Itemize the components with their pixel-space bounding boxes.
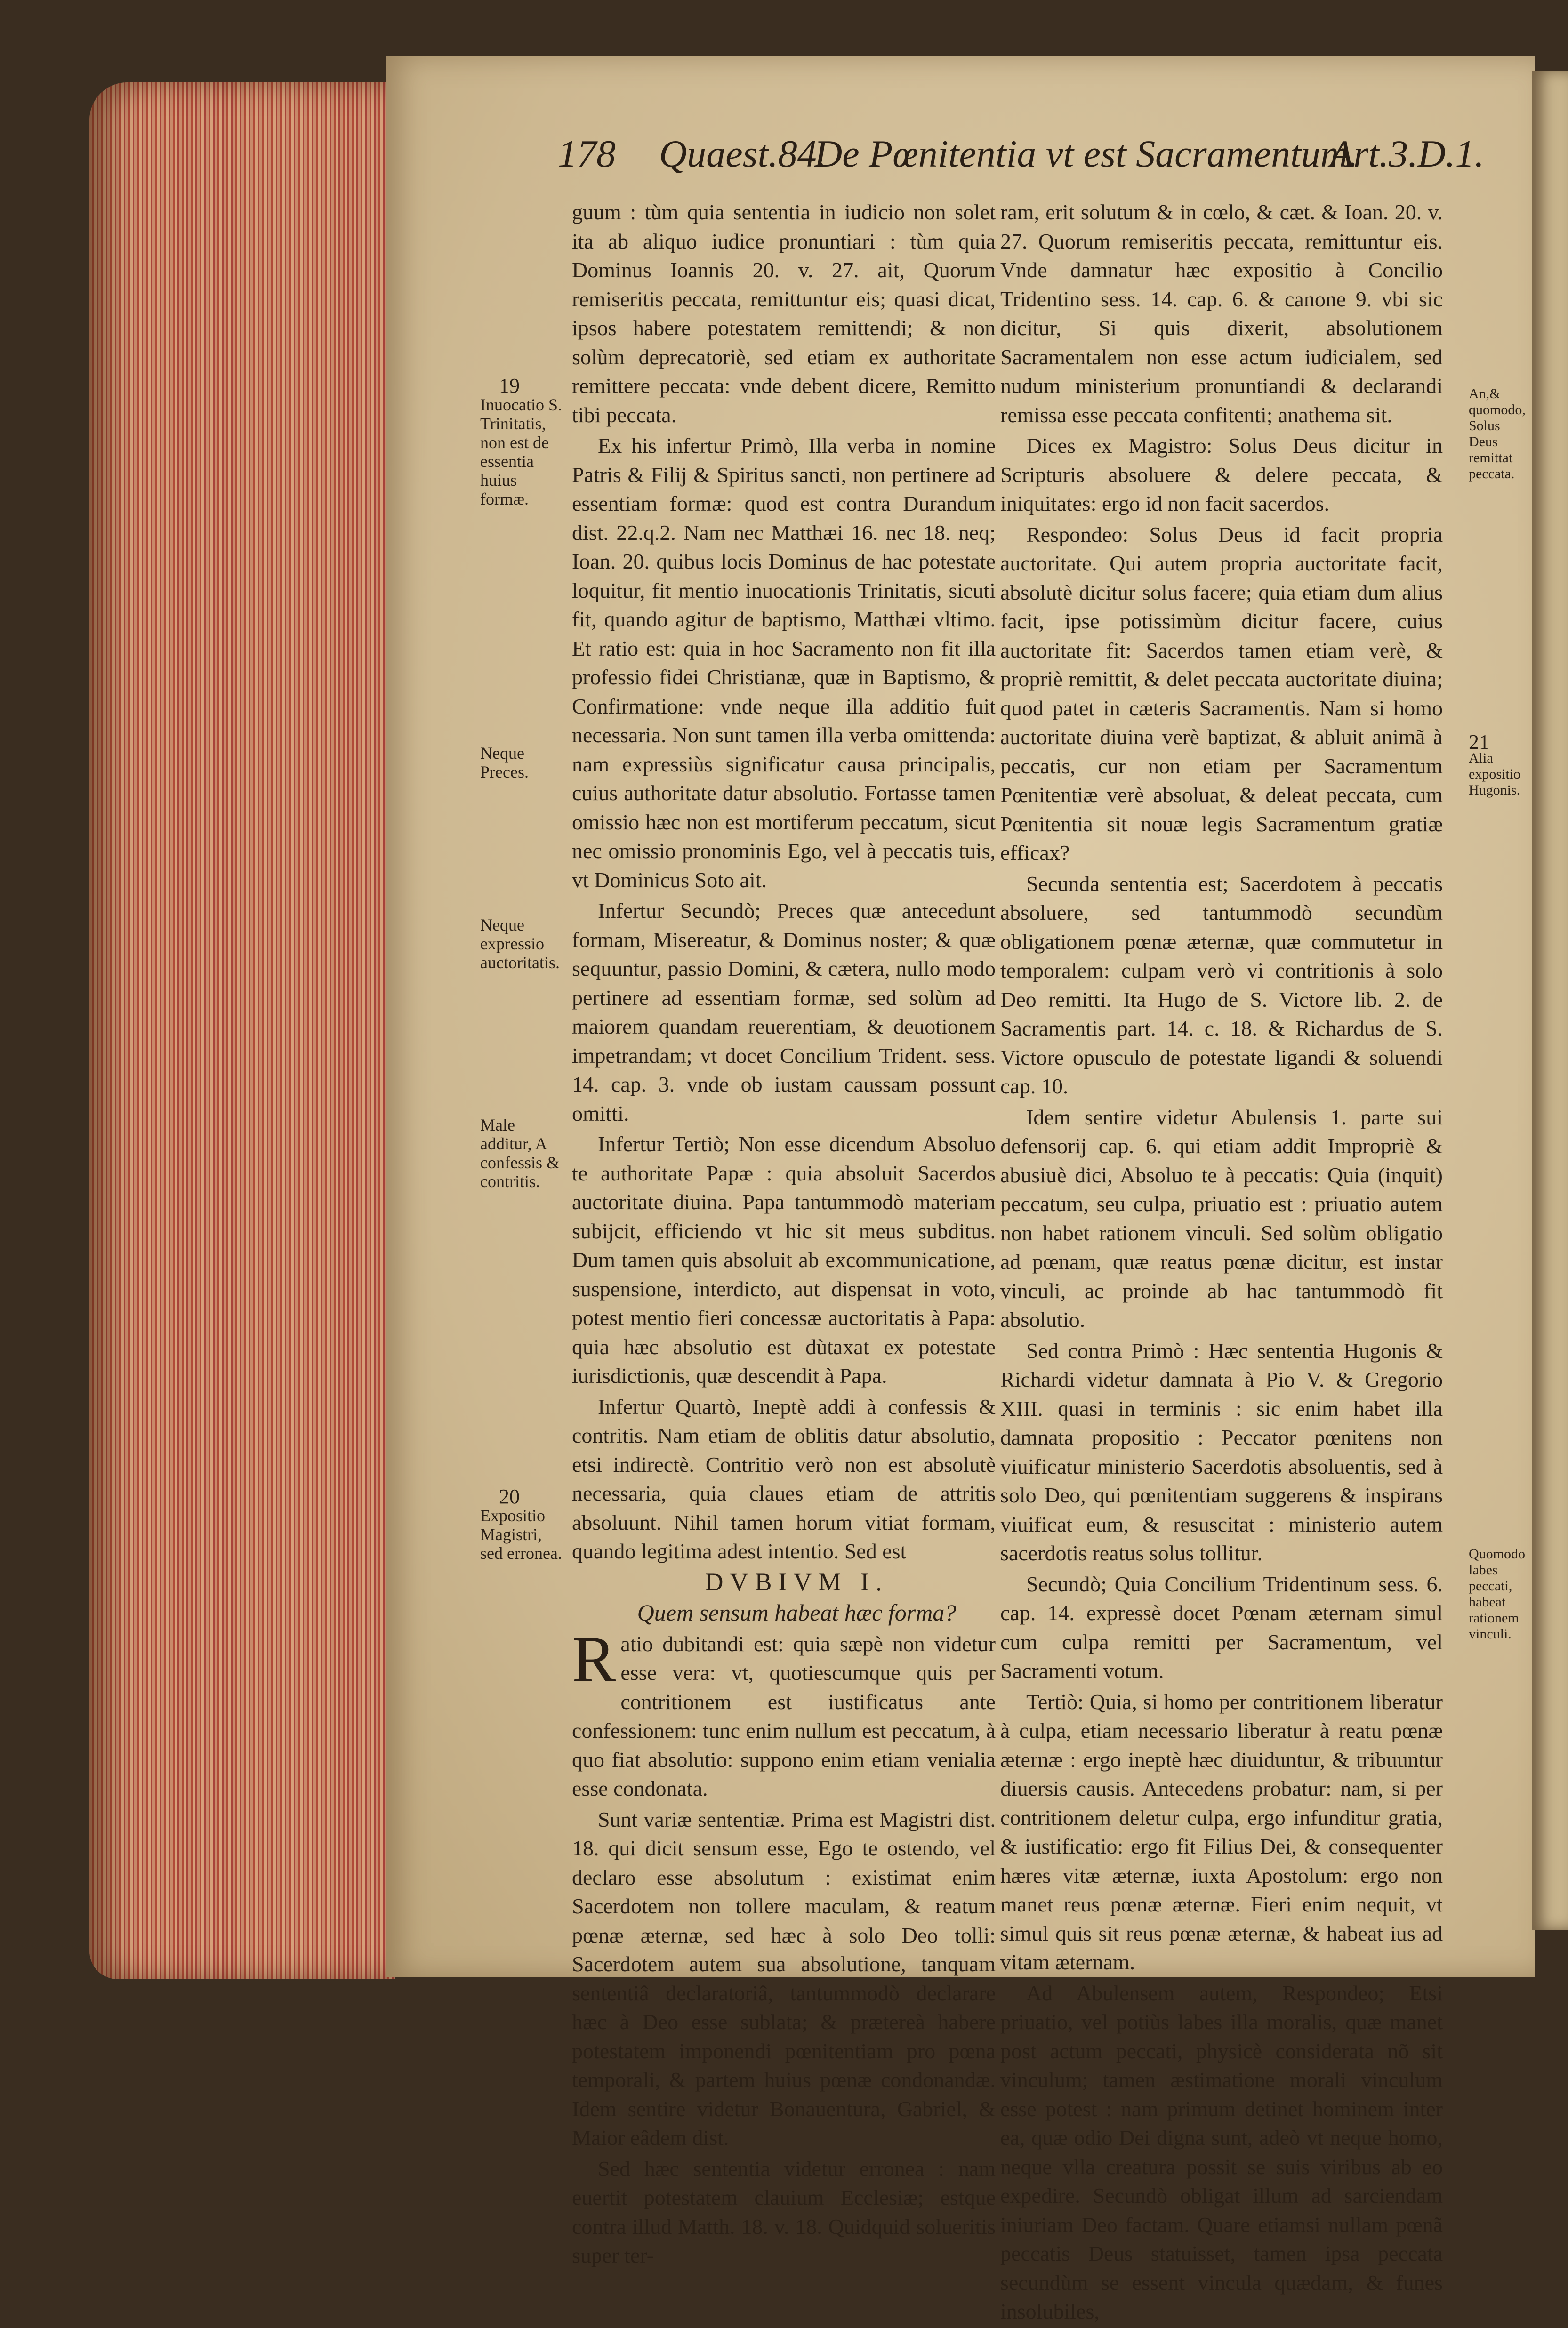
paragraph: Infertur Quartò, Ineptè addi à confessis & contritis. Nam etiam de oblitis datur absolutio, etsi indirectè. Contritio verò non est absolutè necessaria, quia claues etiam de attritis absoluunt. Nihil tamen horum vitiat formam, quando legitima adest intentio. Sed est bbox=[572, 1394, 996, 1563]
paragraph: Ratio dubitandi est: quia sæpè non videtur esse vera: vt, quotiescumque quis per contritionem est iustificatus ante confessionem: tunc enim nullum est peccatum, à quo fiat absolutio: suppono enim etiam venialia esse condonata. bbox=[572, 1622, 996, 1800]
dubium-subtitle: Quem sensum habeat hæc forma? bbox=[637, 1599, 957, 1626]
paragraph: Dices ex Magistro: Solus Deus dicitur in Scripturis absoluere & delere peccata, & iniquitates: ergo id non facit sacerdos. bbox=[1000, 433, 1443, 515]
margin-note: Neque expressio auctoritatis. bbox=[480, 915, 560, 972]
paragraph: Sed hæc sententia videtur erronea : nam euertit potestatem clauium Ecclesiæ; estque contra illud Matth. 18. v. 18. Quidquid solueritis super ter- bbox=[572, 2156, 996, 2267]
margin-note: 20 Expositio Magistri, sed erronea. bbox=[480, 1485, 562, 1563]
dubium-title: DVBIVM I. bbox=[705, 1567, 889, 1596]
running-header bbox=[558, 132, 1499, 184]
paragraph: Ad Abulensem autem, Respondeo; Etsi priuatio, vel potiùs labes illa moralis, quæ manet post actum peccati, physicè considerata nõ sit vinculum; tamen æstimatione morali vinculum esse potest : nam primum detinet hominem inter ea, quæ odio Dei digna sunt, adeò vt neque homo, neque vlla creatura possit se suis viribus ab eo expedire. Secundò obligat illum ad sarciendam iniuriam Deo factam. Quare etiamsi nullam pœnã peccatis Deus statuisset, tamen ipsa peccata secundùm se essent vincula quædam, & funes insolubiles, bbox=[1000, 1981, 1443, 2323]
paragraph: Respondeo: Solus Deus id facit propria auctoritate. Qui autem propria auctoritate facit, absolutè dicitur solus facere; quia etiam dum alius facit, ipse potissimùm dicitur facere, cuius auctoritate fit: Sacerdos tamen etiam verè, & propriè remittit, & delet peccata auctoritate diuina; quod patet in cæteris Sacramentis. Nam si homo auctoritate diuina verè baptizat, & abluit animã à peccatis, cur non etiam per Sacramentum Pœnitentiæ verè absoluat, & deleat peccata, cum Pœnitentia sit nouæ legis Sacramentum gratiæ efficax? bbox=[1000, 522, 1443, 865]
margin-note: 19 Inuocatio S. Trinitatis, non est de essentia huius formæ. bbox=[480, 374, 562, 508]
margin-note: 21 Alia expositio Hugonis. bbox=[1469, 731, 1520, 798]
paragraph: Infertur Secundò; Preces quæ antecedunt formam, Misereatur, & Dominus noster; & quæ sequuntur, passio Domini, & cætera, nullo modo pertinere ad essentiam formæ, sed solùm ad maiorem quandam reuerentiam, & deuotionem impetrandam; vt docet Concilium Trident. sess. 14. cap. 3. vnde ob iustam caussam possunt omitti. bbox=[572, 899, 996, 1125]
paragraph: ram, erit solutum & in cœlo, & cæt. & Ioan. 20. v. 27. Quorum remiseritis peccata, remittuntur eis. Vnde damnatur hæc expositio à Concilio Tridentino sess. 14. cap. 6. & canone 9. vbi sic dicitur, Si quis dixerit, absolutionem Sacramentalem non esse actum iudicialem, sed nudum ministerium pronuntiandi & declarandi remissa esse peccata confitenti; anathema sit. bbox=[1000, 200, 1443, 427]
right-text-column bbox=[1000, 198, 1443, 2328]
margin-note: Male additur, A confessis & contritis. bbox=[480, 1116, 560, 1191]
header-quaest: Quaest.84. bbox=[659, 132, 827, 175]
page-number: 178 bbox=[558, 132, 616, 175]
margin-note: Quomodo labes peccati, habeat rationem vinculi. bbox=[1469, 1546, 1525, 1642]
paragraph: Secunda sententia est; Sacerdotem à peccatis absoluere, sed tantummodò secundùm obligationem pœnæ æternæ, quæ commutetur in temporalem: culpam verò vi contritionis à solo Deo remitti. Ita Hugo de S. Victore lib. 2. de Sacramentis part. 14. c. 18. & Richardus de S. Victore opusculo de potestate ligandi & soluendi cap. 10. bbox=[1000, 871, 1443, 1098]
next-page-edge bbox=[1532, 71, 1568, 1930]
paragraph: Secundò; Quia Concilium Tridentinum sess. 6. cap. 14. expressè docet Pœnam æternam simul cum culpa remitti per Sacramentum, vel Sacramenti votum. bbox=[1000, 1572, 1443, 1683]
left-text-column bbox=[572, 198, 996, 2272]
paragraph: Tertiò: Quia, si homo per contritionem liberatur à culpa, etiam necessario liberatur à reatu pœnæ æternæ : ergo ineptè hæc diuiduntur, & tribuuntur diuersis causis. Antecedens probatur: nam, si per contritionem deletur culpa, ergo infunditur gratia, & iustificatio: ergo fit Filius Dei, & consequenter hæres vitæ æternæ, iuxta Apostolum: ergo non manet reus pœnæ æternæ. Fieri enim nequit, vt simul quis sit reus pœnæ æternæ, & habeat ius ad vitam æternam. bbox=[1000, 1689, 1443, 1974]
paragraph: guum : tùm quia sententia in iudicio non solet ita ab aliquo iudice pronuntiari : tùm quia Dominus Ioannis 20. v. 27. ait, Quorum remiseritis peccata, remittuntur eis; quasi dicat, ipsos habere potestatem remittendi; & non solùm deprecatoriè, sed etiam ex authoritate remittere peccata: vnde debent dicere, Remitto tibi peccata. bbox=[572, 200, 996, 427]
paragraph: Sed contra Primò : Hæc sententia Hugonis & Richardi videtur damnata à Pio V. & Gregorio XIII. quasi in terminis : sic enim habet illa damnata propositio : Peccator pœnitens non viuificatur ministerio Sacerdotis absoluentis, sed à solo Deo, qui pœnitentiam suggerens & inspirans viuificat eum, & resuscitat : ministerio autem sacerdotis reatus solus tollitur. bbox=[1000, 1338, 1443, 1565]
drop-cap: R bbox=[572, 1622, 616, 1696]
margin-note: An,& quomodo, Solus Deus remittat peccata. bbox=[1469, 386, 1526, 482]
paragraph: Idem sentire videtur Abulensis 1. parte sui defensorij cap. 6. qui etiam addit Impropriè & abusiuè dici, Absoluo te à peccatis: Quia (inquit) peccatum, seu culpa, priuatio est : priuatio autem non habet rationem vinculi. Sed solùm obligatio ad pœnam, quæ reatus pœnæ dicitur, est instar vinculi, ac proinde ab hac tantummodò fit absolutio. bbox=[1000, 1105, 1443, 1332]
paragraph: Infertur Tertiò; Non esse dicendum Absoluo te authoritate Papæ : quia absoluit Sacerdos auctoritate diuina. Papa tantummodò materiam subijcit, efficiendo vt hic sit meus subditus. Dum tamen quis absoluit ab excommunicatione, suspensione, interdicto, aut dispensat in voto, potest mentio fieri concessæ auctoritatis à Papa: quia hæc absolutio est dùtaxat ex potestate iurisdictionis, quæ descendit à Papa. bbox=[572, 1132, 996, 1388]
header-article: Art.3.D.1. bbox=[1330, 132, 1484, 175]
paragraph: Ex his infertur Primò, Illa verba in nomine Patris & Filij & Spiritus sancti, non pertinere ad essentiam formæ: quod est contra Durandum dist. 22.q.2. Nam nec Matthæi 16. nec 18. neq; Ioan. 20. quibus locis Dominus de hac potestate loquitur, fit mentio inuocationis Trinitatis, sicuti fit, quando agitur de baptismo, Matthæi vltimo. Et ratio est: quia in hoc Sacramento non fit illa professio fidei Christianæ, quæ in Baptismo, & Confirmatione: vnde neque illa additio fuit necessaria. Non sunt tamen illa verba omittenda: nam expressiùs significatur causa principalis, cuius authoritate datur absolutio. Fortasse tamen omissio hæc non est mortiferum peccatum, sicut nec omissio pronominis Ego, vel à peccatis tuis, vt Dominicus Soto ait. bbox=[572, 433, 996, 892]
margin-note: Neque Preces. bbox=[480, 744, 529, 781]
book-page-edges bbox=[89, 82, 395, 1979]
paragraph: Sunt variæ sententiæ. Prima est Magistri dist. 18. qui dicit sensum esse, Ego te ostendo, vel declaro esse absolutum : existimat enim Sacerdotem non tollere maculam, & reatum pœnæ æternæ, sed hæc à solo Deo tolli: Sacerdotem autem sua absolutione, tanquam sententiâ declaratoriâ, tantummodò declarare hæc à Deo esse sublata; & prætereà habere potestatem imponendi pœnitentiam pro pœna temporali, & partem huius pœnæ condonandæ. Idem sentire videtur Bonauentura, Gabriel, & Maior eâdem dist. bbox=[572, 1807, 996, 2150]
header-title: De Pœnitentia vt est Sacramentum. bbox=[814, 132, 1358, 175]
